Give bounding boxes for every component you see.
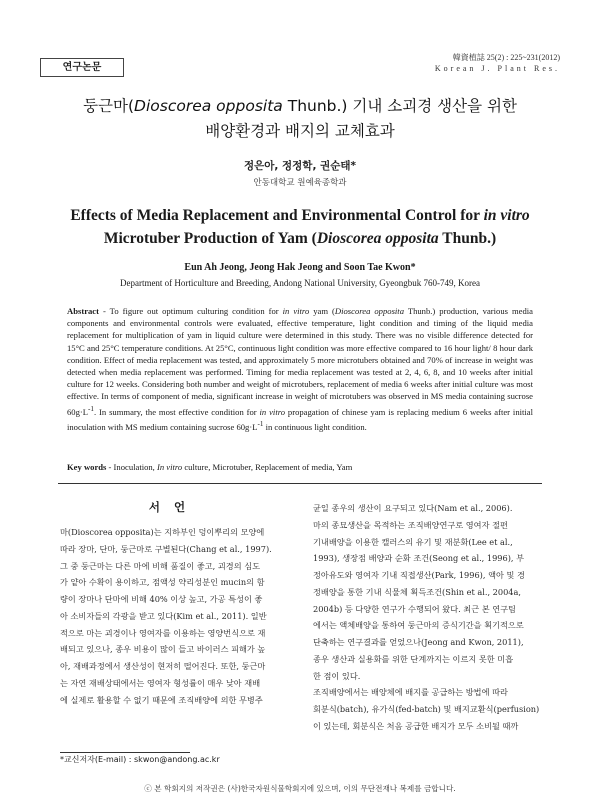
body-line: 아 소비자들의 각광을 받고 있다(Kim et al., 2011). 일반 xyxy=(60,610,267,621)
body-line: 그 중 둥근마는 다른 마에 비해 품질이 좋고, 괴경의 심도 xyxy=(60,560,261,571)
body-line: 조직배양에서는 배양체에 배지를 공급하는 방법에 따라 xyxy=(313,687,508,698)
keywords: Key words - Inoculation, In vitro culture, Microtuber, Replacement of media, Yam xyxy=(67,462,353,472)
body-line: 아, 재배과정에서 생산성이 현저히 떨어진다. 또한, 둥근마 xyxy=(60,661,266,671)
body-line: 배되고 있으나, 종우 비용이 많이 들고 바이러스 피해가 높 xyxy=(60,644,266,655)
body-column-left xyxy=(60,524,288,708)
abstract: Abstract - To figure out optimum culturing condition for in vitro yam (Dioscorea opposita Thunb.) production, various media components and environmental controls were evaluated, effective temperature, light condition and timing of the liquid media replacement for multiplication of yam in liquid culture were determined in this study. There was no visible difference detected for 15°C and 25°C temperature conditions. At 25°C, continuous light condition was more effective compared to 16 hour light/ 8 hour dark condition. Effect of media replacement was tested, and approximately 5 more microtubers obtained and 70% of increase in weight was detected when media replacement was performed. Timing for media replacement was tested at 2, 4, 6, 8, and 10 weeks after initial culture for 12 weeks. Considering both number and weight of microtubers, replacement of media 6 weeks after initial culture was most effective. In terms of component of media, significant increase in weight of microtubers was observed in MS media containing sucrose $60g\cdot L^{-1}$. In summary, the most effective condition for in vitro propagation of chinese yam is replacing medium 6 weeks after initial inoculation with MS medium containing sucrose $60g\cdot L^{-1}$ in continuous light condition. xyxy=(67,306,533,432)
body-line: 정배양을 통한 기내 식물체 획득조건(Shin et al., 2004a, xyxy=(313,586,521,597)
body-line: 이 있는데, 회분식은 처음 공급한 배지가 모두 소비될 때까 xyxy=(313,720,519,731)
body-line: 마의 종묘생산을 목적하는 조직배양연구로 영여자 절편 xyxy=(313,519,508,530)
body-line: 따라 장마, 단마, 둥근마로 구별된다(Chang et al., 1997). xyxy=(60,543,272,554)
korean-title xyxy=(40,94,560,144)
body-line: 회분식(batch), 유가식(fed-batch) 및 배지교환식(perfusion) xyxy=(313,704,540,714)
english-title xyxy=(40,204,560,250)
section-divider xyxy=(58,483,542,484)
body-line: 기내배양을 이용한 캘러스의 유기 및 재분화(Lee et al., xyxy=(313,536,513,547)
body-line: 균일 종우의 생산이 요구되고 있다(Nam et al., 2006). xyxy=(313,503,513,513)
korean-title-line2: 배양환경과 배지의 교체효과 xyxy=(205,122,395,140)
korean-title-line1: 둥근마(Dioscorea opposita Thunb.) 기내 소괴경 생산을 위한 xyxy=(83,97,517,115)
body-line: 에 실제로 활용할 수 없기 때문에 조직배양에 의한 무병주 xyxy=(60,694,263,705)
keywords-label: Key words xyxy=(67,462,107,472)
english-authors: Eun Ah Jeong, Jeong Hak Jeong and Soon Tae Kwon* xyxy=(184,262,416,273)
body-column-right xyxy=(313,500,541,735)
footnote-divider xyxy=(60,752,190,753)
body-line: 정아유도와 영여자 기내 직접생산(Park, 1996), 액아 및 경 xyxy=(313,570,525,580)
body-line: 는 자연 재배상태에서는 영여자 형성률이 매우 낮아 재배 xyxy=(60,677,261,688)
journal-name: Korean J. Plant Res. xyxy=(434,64,560,73)
body-line: 단축하는 연구결과를 얻었으나(Jeong and Kwon, 2011), xyxy=(313,637,524,647)
corresponding-author-footnote: *교신저자(E-mail) : skwon@andong.ac.kr xyxy=(60,755,220,764)
body-line: 가 얕아 수확이 용이하고, 점액성 약리성분인 mucin의 함 xyxy=(60,577,265,588)
body-line: 한 점이 있다. xyxy=(313,670,361,681)
section-title-introduction: 서언 xyxy=(148,500,200,514)
article-type-tag: 연구논문 xyxy=(40,58,124,77)
journal-citation: 韓資植誌 25(2) : 225~231(2012) xyxy=(452,53,560,62)
english-title-line2: Microtuber Production of Yam (Dioscorea opposita Thunb.) xyxy=(103,230,497,247)
body-line: 량이 장마나 단마에 비해 40% 이상 높고, 가공 특성이 좋 xyxy=(60,594,263,604)
korean-affiliation: 안동대학교 원예육종학과 xyxy=(253,178,347,188)
body-line: 종우 생산과 실용화를 위한 단계까지는 이르지 못한 미흡 xyxy=(313,653,514,664)
body-line: 에서는 액체배양을 통하여 둥근마의 증식기간을 획기적으로 xyxy=(313,620,524,631)
journal-info xyxy=(435,52,560,74)
copyright-footer: ⓒ 본 학회지의 저작권은 (사)한국자원식물학회지에 있으며, 이의 무단전재나 복제를 금합니다. xyxy=(144,784,456,793)
body-line: 마(Dioscorea opposita)는 지하부인 덩이뿌리의 모양에 xyxy=(60,527,265,537)
korean-authors: 정은아, 정정학, 권순태* xyxy=(243,160,357,172)
body-line: 적으로 마는 괴경이나 영여자를 이용하는 영양번식으로 재 xyxy=(60,627,266,638)
english-title-line1: Effects of Media Replacement and Environmental Control for in vitro xyxy=(70,207,530,224)
english-affiliation: Department of Horticulture and Breeding, Andong National University, Gyeongbuk 760-749, Korea xyxy=(119,278,481,288)
abstract-label: Abstract xyxy=(67,306,99,316)
body-line: 1993), 생장점 배양과 순화 조건(Seong et al., 1996), 부 xyxy=(313,553,525,564)
body-line: 2004b) 등 다양한 연구가 수행되어 왔다. 최근 본 연구팀 xyxy=(313,603,516,614)
